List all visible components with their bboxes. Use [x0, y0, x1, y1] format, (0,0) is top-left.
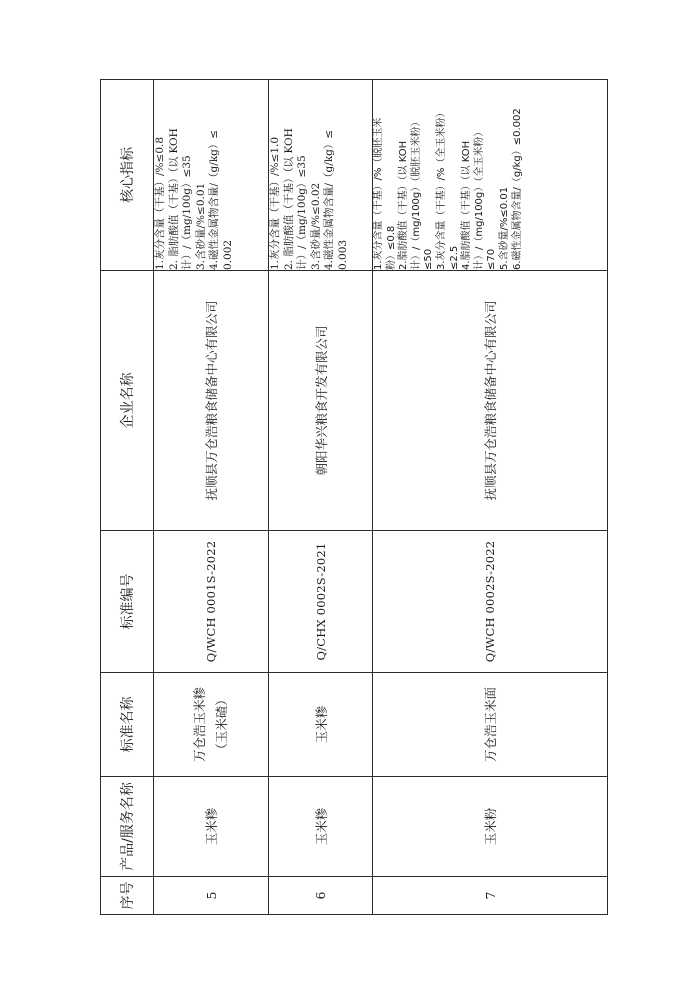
metric-line: 计）/（mg/100g）≤35 — [181, 155, 194, 270]
seq-cell: 5 — [154, 877, 269, 915]
std-name-line: 万仓浩玉米糁 — [192, 687, 207, 763]
company-cell: 抚顺县万仓浩粮食储备中心有限公司 — [154, 271, 269, 531]
table-row — [269, 80, 373, 915]
header-seq: 序号 — [101, 877, 154, 915]
metric-line: 计）/（mg/100g）（全玉米粉） — [473, 126, 485, 270]
metric-line: 1.灰分含量（干基）/%≤0.8 — [154, 136, 166, 270]
standards-table — [100, 79, 608, 915]
company-cell: 抚顺县万仓浩粮食储备中心有限公司 — [373, 271, 608, 531]
header-std-name: 标准名称 — [101, 673, 154, 777]
table-row — [373, 80, 608, 915]
std-name-cell: 玉米糁 — [269, 673, 373, 777]
metric-line: 3.灰分含量（干基）/%（全玉米粉） — [435, 107, 447, 270]
metric-line: 2.脂肪酸值（干基）（以 KOH — [398, 140, 410, 270]
seq-cell: 7 — [373, 877, 608, 915]
metric-line: ≤50 — [423, 248, 435, 270]
product-cell: 玉米粉 — [373, 777, 608, 877]
std-name-cell — [154, 673, 269, 777]
metrics-cell — [269, 80, 373, 271]
std-name-cell: 万仓浩玉米面 — [373, 673, 608, 777]
seq-cell: 6 — [269, 877, 373, 915]
metric-line: 计）/（mg/100g）≤35 — [296, 155, 309, 270]
product-cell: 玉米糁 — [269, 777, 373, 877]
table-row — [154, 80, 269, 915]
std-code-cell: Q/CHX 0002S-2021 — [269, 531, 373, 673]
metric-line: 粉）≤0.8 — [385, 225, 397, 270]
header-metrics: 核心指标 — [101, 80, 154, 271]
metric-line: 2. 脂肪酸值（干基）（以 KOH — [282, 128, 295, 270]
metric-line: 4.磁性金属物含量/（g/kg）≤ — [323, 129, 336, 270]
header-product: 产品/服务名称 — [101, 777, 154, 877]
header-row — [101, 80, 154, 915]
rotated-table-wrapper — [100, 80, 606, 915]
header-std-code: 标准编号 — [101, 531, 154, 673]
metric-line: 4.磁性金属物含量/（g/kg）≤ — [208, 129, 221, 270]
metric-line: 0.003 — [336, 239, 349, 270]
metric-line: 2. 脂肪酸值（干基）（以 KOH — [167, 128, 180, 270]
header-company: 企业名称 — [101, 271, 154, 531]
std-code-cell: Q/WCH 0001S-2022 — [154, 531, 269, 673]
metric-line: ≤70 — [486, 248, 498, 270]
metric-line: 1.灰分含量（干基）/%（脱胚玉米 — [373, 117, 384, 270]
product-cell: 玉米糁 — [154, 777, 269, 877]
company-cell: 朝阳华兴粮食开发有限公司 — [269, 271, 373, 531]
std-name-line: （玉米碴） — [214, 693, 229, 756]
metric-line: 5.含砂量/%≤0.01 — [498, 186, 510, 270]
metric-line: 1.灰分含量（干基）/%≤1.0 — [269, 136, 281, 270]
metric-line: 计）/（mg/100g）（脱胚玉米粉） — [410, 116, 422, 270]
metric-line: 0.002 — [221, 239, 234, 270]
metrics-cell — [154, 80, 269, 271]
metric-line: 6.磁性金属物含量/（g/kg）≤0.002 — [511, 108, 523, 270]
metric-line: 3.含砂量/%≤0.01 — [194, 182, 207, 270]
metrics-cell — [373, 80, 608, 271]
metric-line: 4.脂肪酸值（干基）（以 KOH — [461, 140, 473, 270]
metric-line: 3.含砂量/%≤0.02 — [309, 182, 322, 270]
metric-line: ≤2.5 — [448, 245, 460, 270]
std-code-cell: Q/WCH 0002S-2022 — [373, 531, 608, 673]
